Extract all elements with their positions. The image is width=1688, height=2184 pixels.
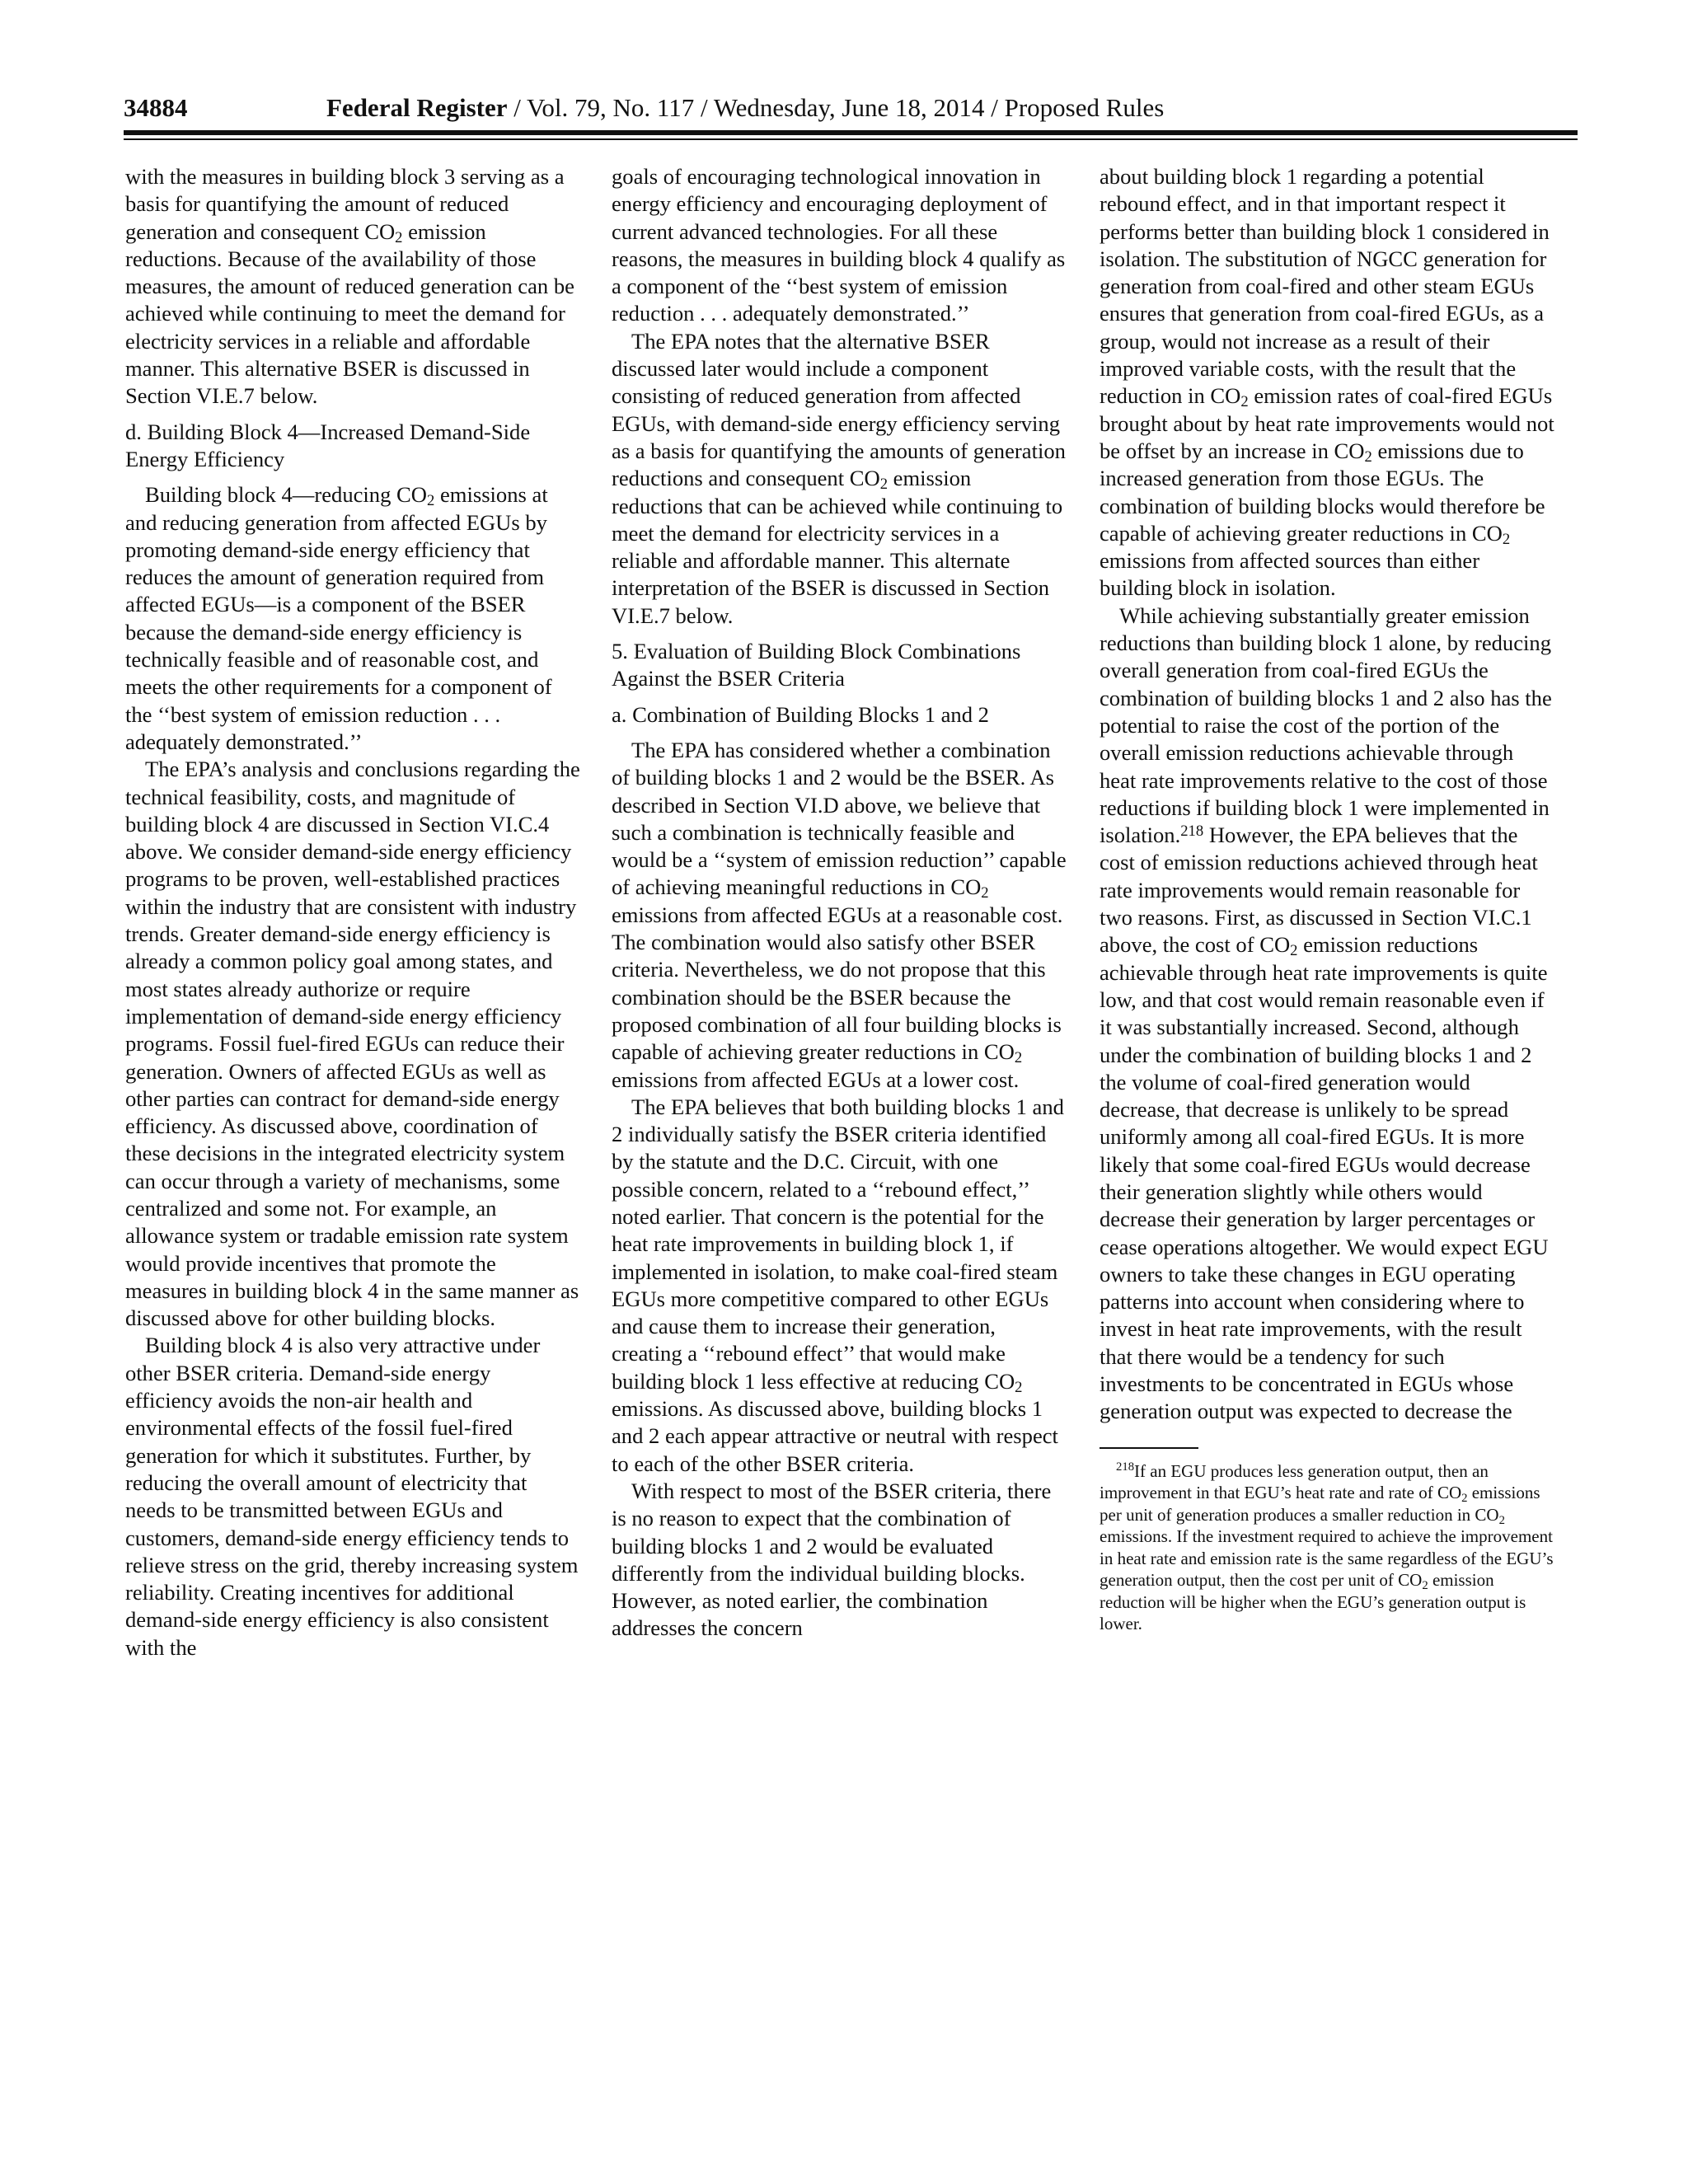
header-rule-thin xyxy=(124,138,1578,140)
paragraph: goals of encouraging technological innovation in energy efficiency and encouraging deployment of current advanced technologies. For all these reasons, the measures in building block 4 qualify as a component of the ‘‘best system of emission reduction . . . adequately demonstrated.’’ xyxy=(612,164,1066,326)
section-heading: 5. Evaluation of Building Block Combinations Against the BSER Criteria xyxy=(612,639,1021,691)
column-3 xyxy=(1100,163,1554,1635)
paragraph: Building block 4 is also very attractive under other BSER criteria. Demand-side energy efficiency avoids the non-air health and environmental effects of the fossil fuel-fired generation for which it substitutes. Further, by reducing the overall amount of electricity that needs to be transmitted between EGUs and customers, demand-side energy efficiency tends to relieve stress on the grid, thereby increasing system reliability. Creating incentives for additional demand-side energy efficiency is also consistent with the xyxy=(125,1333,579,1660)
section-heading: d. Building Block 4—Increased Demand-Side Energy Efficiency xyxy=(125,419,531,471)
paragraph: The EPA notes that the alternative BSER discussed later would include a component consisting of reduced generation from affected EGUs, with demand-side energy efficiency serving as a basis for quantifying the amounts of generation reductions and consequent $CO_2$ emission reductions that can be achieved while continuing to meet the demand for electricity services in a reliable and affordable manner. This alternate interpretation of the BSER is discussed in Section VI.E.7 below. xyxy=(612,328,1066,628)
running-head xyxy=(326,89,1164,127)
page-header xyxy=(124,89,1578,127)
publication-title: Federal Register xyxy=(326,93,508,122)
paragraph: With respect to most of the BSER criteria, there is no reason to expect that the combination of building blocks 1 and 2 would be evaluated differently from the individual building blocks. However, as noted earlier, the combination addresses the concern xyxy=(612,1478,1052,1641)
paragraph: about building block 1 regarding a potential rebound effect, and in that important respect it performs better than building block 1 considered in isolation. The substitution of NGCC generation for generation from coal-fired and other steam EGUs ensures that generation from coal-fired EGUs, as a group, would not increase as a result of their improved variable costs, with the result that the reduction in $CO_2$ emission rates of coal-fired EGUs brought about by heat rate improvements would not be offset by an increase in $CO_2$ emissions due to increased generation from those EGUs. The combination of building blocks would therefore be capable of achieving greater reductions in $CO_2$ emissions from affected sources than either building block in isolation. xyxy=(1100,164,1554,601)
paragraph: The EPA believes that both building blocks 1 and 2 individually satisfy the BSER criteria identified by the statute and the D.C. Circuit, with one possible concern, related to a ‘‘rebound effect,’’ noted earlier. That concern is the potential for the heat rate improvements in building block 1, if implemented in isolation, to make coal-fired steam EGUs more competitive compared to other EGUs and cause them to increase their generation, creating a ‘‘rebound effect’’ that would make building block 1 less effective at reducing $CO_2$ emissions. As discussed above, building blocks 1 and 2 each appear attractive or neutral with respect to each of the other BSER criteria. xyxy=(612,1094,1064,1476)
column-2 xyxy=(612,163,1067,1643)
paragraph: Building block 4—reducing $CO_2$ emissions at and reducing generation from affected EGUs by promoting demand-side energy efficiency that reduces the amount of generation required from affected EGUs—is a component of the BSER because the demand-side energy efficiency is technically feasible and of reasonable cost, and meets the other requirements for a component of the ‘‘best system of emission reduction . . . adequately demonstrated.’’ xyxy=(125,482,552,754)
paragraph: with the measures in building block 3 serving as a basis for quantifying the amount of reduced generation and consequent $CO_2$ emission reductions. Because of the availability of those measures, the amount of reduced generation can be achieved while continuing to meet the demand for electricity services in a reliable and affordable manner. This alternative BSER is discussed in Section VI.E.7 below. xyxy=(125,164,574,409)
column-1 xyxy=(125,163,580,1661)
footnote: $^{218}$If an EGU produces less generation output, then an improvement in that EGU’s heat rate and rate of $CO_2$ emissions per unit of generation produces a smaller reduction in $CO_2$ emissions. If the investment required to achieve the improvement in heat rate and emission rate is the same regardless of the EGU’s generation output, then the cost per unit of $CO_2$ emission reduction will be higher when the EGU’s generation output is lower. xyxy=(1100,1460,1554,1634)
issue-details: / Vol. 79, No. 117 / Wednesday, June 18, 2014 / Proposed Rules xyxy=(507,93,1165,122)
page-number: 34884 xyxy=(124,93,188,122)
paragraph: The EPA has considered whether a combination of building blocks 1 and 2 would be the BSER. As described in Section VI.D above, we believe that such a combination is technically feasible and would be a ‘‘system of emission reduction’’ capable of achieving meaningful reductions in $CO_2$ emissions from affected EGUs at a reasonable cost. The combination would also satisfy other BSER criteria. Nevertheless, we do not propose that this combination should be the BSER because the proposed combination of all four building blocks is capable of achieving greater reductions in $CO_2$ emissions from affected EGUs at a lower cost. xyxy=(612,737,1067,1092)
paragraph: While achieving substantially greater emission reductions than building block 1 alone, by reducing overall generation from coal-fired EGUs the combination of building blocks 1 and 2 also has the potential to raise the cost of the portion of the overall emission reductions achievable through heat rate improvements relative to the cost of those reductions if building block 1 were implemented in isolation.$^{218}$ However, the EPA believes that the cost of emission reductions achieved through heat rate improvements would remain reasonable for two reasons. First, as discussed in Section VI.C.1 above, the cost of $CO_2$ emission reductions achievable through heat rate improvements is quite low, and that cost would remain reasonable even if it was substantially increased. Second, although under the combination of building blocks 1 and 2 the volume of coal-fired generation would decrease, that decrease is unlikely to be spread uniformly among all coal-fired EGUs. It is more likely that some coal-fired EGUs would decrease their generation slightly while others would decrease their generation by larger percentages or cease operations altogether. We would expect EGU owners to take these changes in EGU operating patterns into account when considering where to invest in heat rate improvements, with the result that there would be a tendency for such investments to be concentrated in EGUs whose generation output was expected to decrease the xyxy=(1100,602,1552,1424)
subsection-heading: a. Combination of Building Blocks 1 and 2 xyxy=(612,701,989,727)
footnote-rule xyxy=(1100,1447,1198,1449)
paragraph: The EPA’s analysis and conclusions regarding the technical feasibility, costs, and magnitude of building block 4 are discussed in Section VI.C.4 above. We consider demand-side energy efficiency programs to be proven, well-established practices within the industry that are consistent with industry trends. Greater demand-side energy efficiency is already a common policy goal among states, and most states already authorize or require implementation of demand-side energy efficiency programs. Fossil fuel-fired EGUs can reduce their generation. Owners of affected EGUs as well as other parties can contract for demand-side energy efficiency. As discussed above, coordination of these decisions in the integrated electricity system can occur through a variety of mechanisms, some centralized and some not. For example, an allowance system or tradable emission rate system would provide incentives that promote the measures in building block 4 in the same manner as discussed above for other building blocks. xyxy=(125,757,580,1331)
header-rule-thick xyxy=(124,130,1578,135)
